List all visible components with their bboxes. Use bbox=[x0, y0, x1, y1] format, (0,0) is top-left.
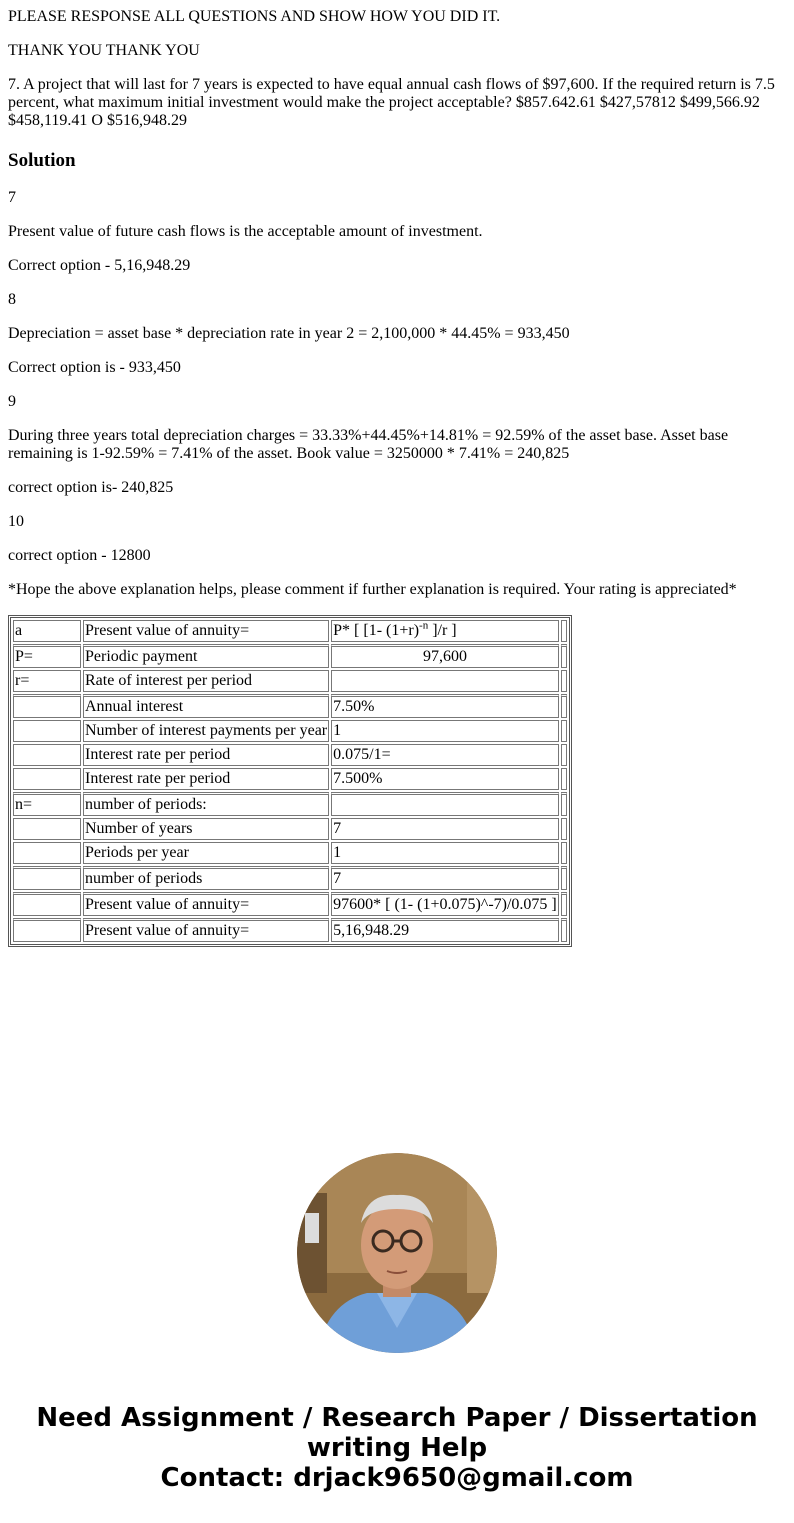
spacer-cell bbox=[561, 892, 567, 916]
q9-number: 9 bbox=[8, 393, 16, 410]
formula-exponent: -n bbox=[419, 619, 429, 632]
row-label: n= bbox=[13, 792, 81, 816]
row-value: 1 bbox=[331, 720, 559, 742]
spacer-cell bbox=[561, 866, 567, 890]
row-value: 97600* [ (1- (1+0.075)^-7)/0.075 ] bbox=[331, 892, 559, 916]
question-request: PLEASE RESPONSE ALL QUESTIONS AND SHOW HOW YOU DID IT. bbox=[8, 8, 501, 25]
row-value bbox=[331, 620, 559, 642]
row-description: Periods per year bbox=[83, 842, 329, 864]
q8-number: 8 bbox=[8, 291, 16, 308]
row-description: number of periods bbox=[83, 866, 329, 890]
row-description: Interest rate per period bbox=[83, 744, 329, 766]
table-row bbox=[13, 620, 567, 642]
q9-explanation: During three years total depreciation charges = 33.33%+44.45%+14.81% = 92.59% of the asset base. Asset base remaining is 1-92.59% = 7.41% of the asset. Book value = 3250000 * 7.41% = 240,825 bbox=[8, 427, 729, 462]
question-thanks: THANK YOU THANK YOU bbox=[8, 42, 200, 59]
solution-heading: Solution bbox=[8, 150, 76, 171]
row-description: Rate of interest per period bbox=[83, 670, 329, 692]
spacer-cell bbox=[561, 644, 567, 668]
row-description: Present value of annuity= bbox=[83, 918, 329, 942]
row-label bbox=[13, 818, 81, 840]
row-description: Interest rate per period bbox=[83, 768, 329, 790]
q7-explanation: Present value of future cash flows is the acceptable amount of investment. bbox=[8, 223, 483, 240]
formula-tail: ]/r ] bbox=[428, 622, 457, 639]
row-value: 7.500% bbox=[331, 768, 559, 790]
row-description: Present value of annuity= bbox=[83, 620, 329, 642]
row-label bbox=[13, 918, 81, 942]
row-value: 0.075/1= bbox=[331, 744, 559, 766]
q7-answer: Correct option - 5,16,948.29 bbox=[8, 257, 191, 274]
row-value bbox=[331, 670, 559, 692]
avatar-portrait bbox=[297, 1153, 497, 1353]
spacer-cell bbox=[561, 768, 567, 790]
row-value: 97,600 bbox=[331, 644, 559, 668]
q7-number: 7 bbox=[8, 189, 16, 206]
q9-answer: correct option is- 240,825 bbox=[8, 479, 174, 496]
question-text: 7. A project that will last for 7 years is expected to have equal annual cash flows of $97,600. If the required return is 7.5 percent, what maximum initial investment would make the project acceptable? $857.642.61 $427,57812 $499,566.92 $458,119.41 O $516,948.29 bbox=[8, 76, 775, 129]
closing-note: *Hope the above explanation helps, please comment if further explanation is required. Your rating is appreciated* bbox=[8, 581, 737, 598]
spacer-cell bbox=[561, 694, 567, 718]
row-description: Present value of annuity= bbox=[83, 892, 329, 916]
table-row bbox=[13, 866, 567, 890]
row-value: 1 bbox=[331, 842, 559, 864]
row-description: Periodic payment bbox=[83, 644, 329, 668]
q8-answer: Correct option is - 933,450 bbox=[8, 359, 181, 376]
promo-line-1: Need Assignment / Research Paper / Dissertation bbox=[36, 1403, 758, 1433]
table-row bbox=[13, 744, 567, 766]
row-label bbox=[13, 866, 81, 890]
promo-line-2: writing Help bbox=[306, 1433, 488, 1463]
row-label bbox=[13, 694, 81, 718]
spacer-cell bbox=[561, 842, 567, 864]
row-value: 7 bbox=[331, 866, 559, 890]
spacer-cell bbox=[561, 720, 567, 742]
spacer-cell bbox=[561, 818, 567, 840]
row-label bbox=[13, 842, 81, 864]
row-label: r= bbox=[13, 670, 81, 692]
row-description: Annual interest bbox=[83, 694, 329, 718]
table-row bbox=[13, 670, 567, 692]
promo-footer bbox=[0, 1403, 794, 1493]
table-row bbox=[13, 768, 567, 790]
row-label bbox=[13, 744, 81, 766]
table-row bbox=[13, 792, 567, 816]
q8-explanation: Depreciation = asset base * depreciation rate in year 2 = 2,100,000 * 44.45% = 933,450 bbox=[8, 325, 570, 342]
row-value: 7 bbox=[331, 818, 559, 840]
table-row bbox=[13, 694, 567, 718]
table-row bbox=[13, 892, 567, 916]
annuity-calculation-table bbox=[8, 615, 572, 947]
promo-contact: Contact: drjack9650@gmail.com bbox=[160, 1463, 634, 1493]
row-label bbox=[13, 892, 81, 916]
spacer-cell bbox=[561, 620, 567, 642]
q10-number: 10 bbox=[8, 513, 24, 530]
spacer-cell bbox=[561, 792, 567, 816]
row-label: P= bbox=[13, 644, 81, 668]
formula-base: P* [ [1- (1+r) bbox=[333, 622, 420, 639]
spacer-cell bbox=[561, 670, 567, 692]
row-description: Number of interest payments per year bbox=[83, 720, 329, 742]
row-value bbox=[331, 792, 559, 816]
avatar bbox=[297, 1153, 497, 1353]
row-description: Number of years bbox=[83, 818, 329, 840]
spacer-cell bbox=[561, 918, 567, 942]
table-row bbox=[13, 720, 567, 742]
row-label bbox=[13, 768, 81, 790]
table-row bbox=[13, 918, 567, 942]
table-row bbox=[13, 644, 567, 668]
row-value: 5,16,948.29 bbox=[331, 918, 559, 942]
row-description: number of periods: bbox=[83, 792, 329, 816]
row-label: a bbox=[13, 620, 81, 642]
row-label bbox=[13, 720, 81, 742]
row-value: 7.50% bbox=[331, 694, 559, 718]
table-row bbox=[13, 818, 567, 840]
table-row bbox=[13, 842, 567, 864]
spacer-cell bbox=[561, 744, 567, 766]
q10-answer: correct option - 12800 bbox=[8, 547, 151, 564]
